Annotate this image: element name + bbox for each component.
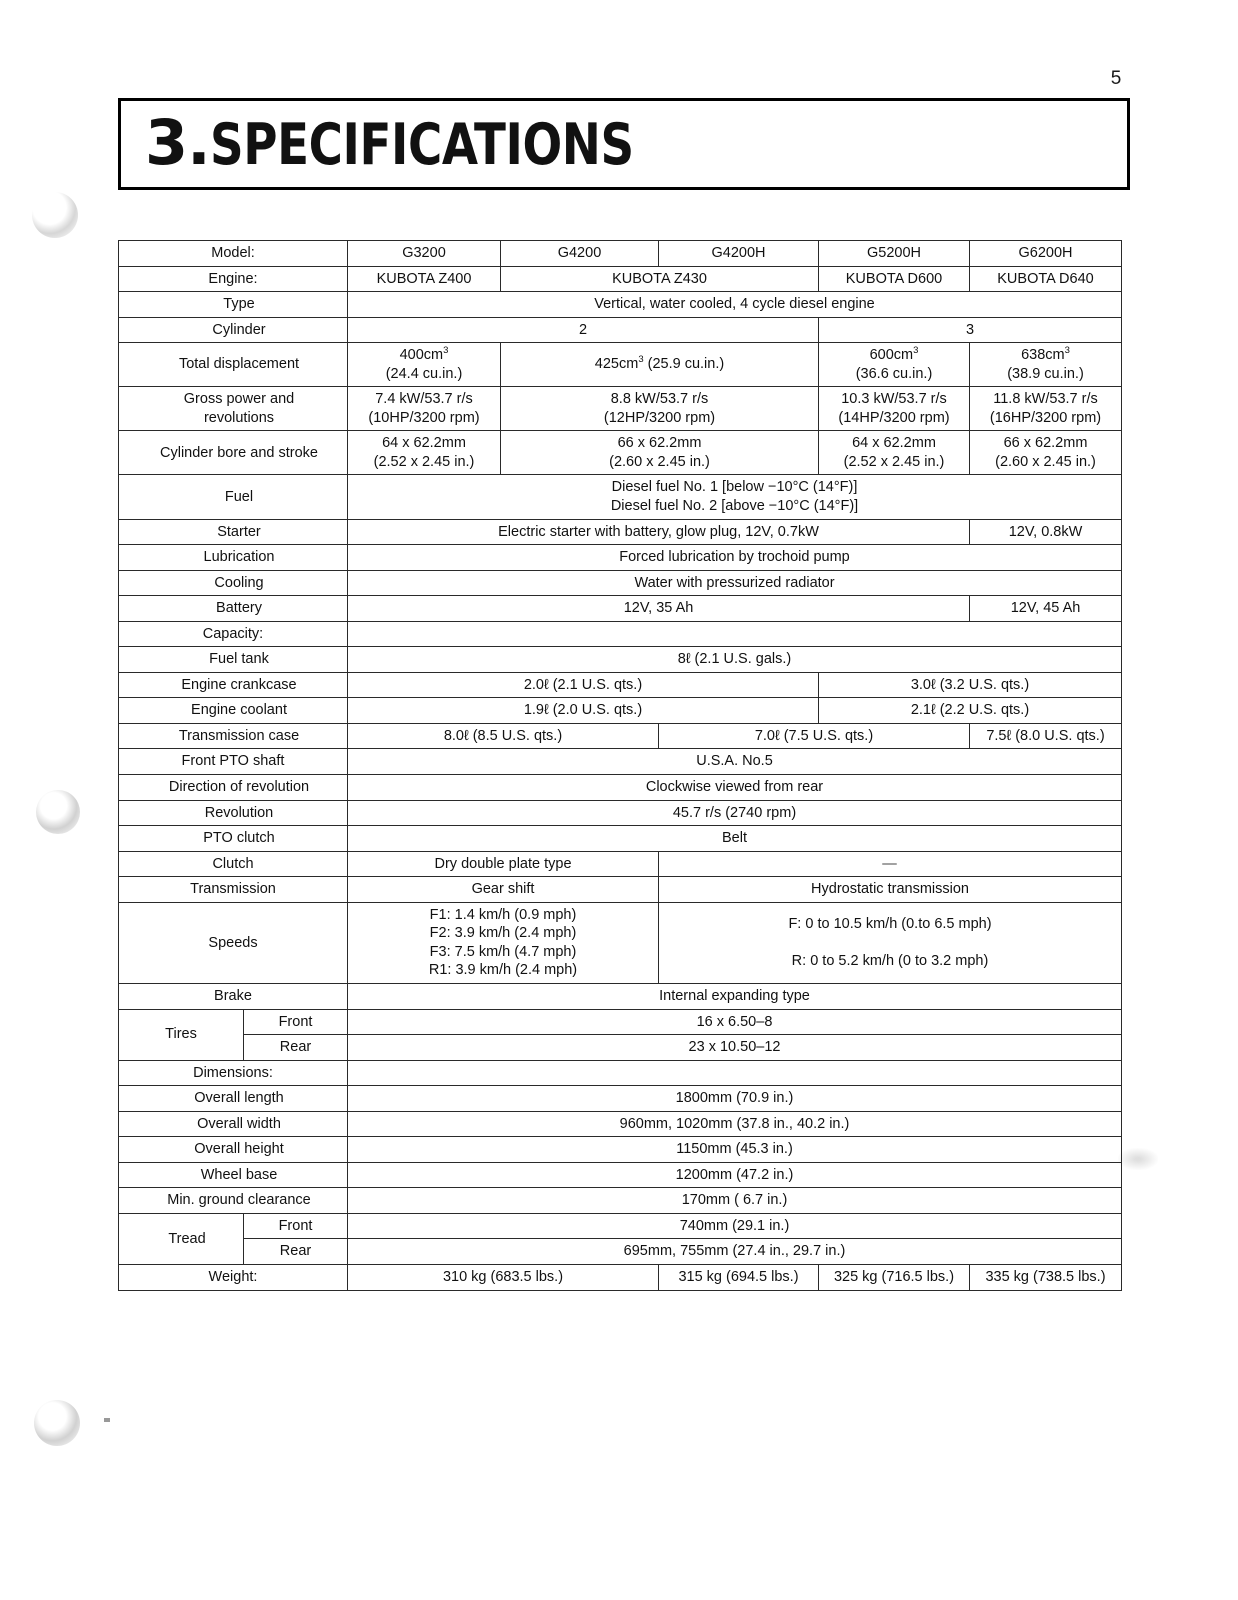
scan-speck — [104, 1418, 110, 1422]
table-cell: 335 kg (738.5 lbs.) — [970, 1264, 1122, 1290]
table-row — [119, 431, 1122, 475]
table-cell: KUBOTA Z430 — [501, 266, 819, 292]
row-sublabel: Front — [244, 1213, 348, 1239]
table-row — [119, 1213, 1122, 1239]
table-row — [119, 343, 1122, 387]
row-label: Transmission — [119, 877, 348, 903]
row-label: Model: — [119, 241, 348, 267]
row-label: Min. ground clearance — [119, 1188, 348, 1214]
table-cell: G5200H — [819, 241, 970, 267]
hole-punch-mark-middle — [36, 790, 80, 834]
row-label: Revolution — [119, 800, 348, 826]
row-label: Lubrication — [119, 545, 348, 571]
row-label: Starter — [119, 519, 348, 545]
page-title — [145, 105, 726, 179]
table-cell: 11.8 kW/53.7 r/s (16HP/3200 rpm) — [970, 387, 1122, 431]
table-cell: 12V, 35 Ah — [348, 596, 970, 622]
table-cell: $638cm^3$ (38.9 cu.in.) — [970, 343, 1122, 387]
table-row — [119, 1264, 1122, 1290]
table-row — [119, 266, 1122, 292]
table-row — [119, 877, 1122, 903]
table-cell: 960mm, 1020mm (37.8 in., 40.2 in.) — [348, 1111, 1122, 1137]
table-row — [119, 1137, 1122, 1163]
table-cell: 740mm (29.1 in.) — [348, 1213, 1122, 1239]
row-label: Overall height — [119, 1137, 348, 1163]
table-cell: $400cm^3$ (24.4 cu.in.) — [348, 343, 501, 387]
row-label: Tread — [119, 1213, 244, 1264]
table-cell: KUBOTA Z400 — [348, 266, 501, 292]
table-row — [119, 1162, 1122, 1188]
table-row — [119, 1188, 1122, 1214]
table-cell: 1.9ℓ (2.0 U.S. qts.) — [348, 698, 819, 724]
table-cell: G4200 — [501, 241, 659, 267]
table-cell: Diesel fuel No. 1 [below −10°C (14°F)] Diesel fuel No. 2 [above −10°C (14°F)] — [348, 475, 1122, 519]
table-cell: U.S.A. No.5 — [348, 749, 1122, 775]
table-cell: 45.7 r/s (2740 rpm) — [348, 800, 1122, 826]
table-row — [119, 983, 1122, 1009]
table-row — [119, 621, 1122, 647]
table-cell: 2.0ℓ (2.1 U.S. qts.) — [348, 672, 819, 698]
table-cell: G3200 — [348, 241, 501, 267]
table-cell: 2.1ℓ (2.2 U.S. qts.) — [819, 698, 1122, 724]
table-row — [119, 545, 1122, 571]
row-label: Dimensions: — [119, 1060, 348, 1086]
table-row — [119, 292, 1122, 318]
table-cell: 1800mm (70.9 in.) — [348, 1086, 1122, 1112]
table-row — [119, 698, 1122, 724]
table-cell: 1150mm (45.3 in.) — [348, 1137, 1122, 1163]
table-cell: 315 kg (694.5 lbs.) — [659, 1264, 819, 1290]
table-cell: Hydrostatic transmission — [659, 877, 1122, 903]
table-cell: Water with pressurized radiator — [348, 570, 1122, 596]
row-label: Wheel base — [119, 1162, 348, 1188]
row-label: Engine: — [119, 266, 348, 292]
table-row — [119, 902, 1122, 983]
section-title-text: SPECIFICATIONS — [209, 111, 634, 178]
table-row — [119, 519, 1122, 545]
table-cell: 8.0ℓ (8.5 U.S. qts.) — [348, 723, 659, 749]
row-label: Cylinder — [119, 317, 348, 343]
table-cell: 695mm, 755mm (27.4 in., 29.7 in.) — [348, 1239, 1122, 1265]
table-cell: 64 x 62.2mm (2.52 x 2.45 in.) — [819, 431, 970, 475]
row-label: Fuel tank — [119, 647, 348, 673]
table-row — [119, 596, 1122, 622]
table-cell — [348, 621, 1122, 647]
row-label: Cooling — [119, 570, 348, 596]
table-row — [119, 647, 1122, 673]
row-label: PTO clutch — [119, 826, 348, 852]
table-cell: 8ℓ (2.1 U.S. gals.) — [348, 647, 1122, 673]
table-cell: 12V, 45 Ah — [970, 596, 1122, 622]
table-cell: 7.4 kW/53.7 r/s (10HP/3200 rpm) — [348, 387, 501, 431]
table-cell: G4200H — [659, 241, 819, 267]
row-label: Clutch — [119, 851, 348, 877]
table-cell: 10.3 kW/53.7 r/s (14HP/3200 rpm) — [819, 387, 970, 431]
row-label: Type — [119, 292, 348, 318]
table-cell: 23 x 10.50–12 — [348, 1035, 1122, 1061]
table-cell: Dry double plate type — [348, 851, 659, 877]
table-cell: 7.5ℓ (8.0 U.S. qts.) — [970, 723, 1122, 749]
table-cell: F1: 1.4 km/h (0.9 mph) F2: 3.9 km/h (2.4 mph) F3: 7.5 km/h (4.7 mph) R1: 3.9 km/h (2.4 mph) — [348, 902, 659, 983]
specifications-table-body — [119, 241, 1122, 1291]
table-row — [119, 1009, 1122, 1035]
row-sublabel: Rear — [244, 1239, 348, 1265]
table-cell: KUBOTA D600 — [819, 266, 970, 292]
table-cell: $425cm^3$ (25.9 cu.in.) — [501, 343, 819, 387]
table-cell: 2 — [348, 317, 819, 343]
table-cell: Forced lubrication by trochoid pump — [348, 545, 1122, 571]
row-label: Transmission case — [119, 723, 348, 749]
table-row — [119, 826, 1122, 852]
row-label: Cylinder bore and stroke — [119, 431, 348, 475]
section-number: 3. — [145, 105, 210, 179]
row-label: Tires — [119, 1009, 244, 1060]
table-row — [119, 475, 1122, 519]
row-sublabel: Rear — [244, 1035, 348, 1061]
row-sublabel: Front — [244, 1009, 348, 1035]
table-cell: 7.0ℓ (7.5 U.S. qts.) — [659, 723, 970, 749]
row-label: Front PTO shaft — [119, 749, 348, 775]
row-label: Overall width — [119, 1111, 348, 1137]
row-label: Total displacement — [119, 343, 348, 387]
row-label: Capacity: — [119, 621, 348, 647]
table-cell: 3 — [819, 317, 1122, 343]
table-cell: 12V, 0.8kW — [970, 519, 1122, 545]
row-label: Engine coolant — [119, 698, 348, 724]
row-label: Brake — [119, 983, 348, 1009]
table-row — [119, 1060, 1122, 1086]
table-cell — [348, 1060, 1122, 1086]
table-cell: G6200H — [970, 241, 1122, 267]
table-row — [119, 672, 1122, 698]
table-cell: KUBOTA D640 — [970, 266, 1122, 292]
table-row — [119, 775, 1122, 801]
table-row — [119, 1111, 1122, 1137]
specifications-table-container — [118, 240, 1121, 1291]
section-title-banner — [118, 98, 1130, 190]
row-label: Gross power and revolutions — [119, 387, 348, 431]
table-cell: Belt — [348, 826, 1122, 852]
table-cell: Gear shift — [348, 877, 659, 903]
table-row — [119, 241, 1122, 267]
table-cell: 310 kg (683.5 lbs.) — [348, 1264, 659, 1290]
table-row — [119, 317, 1122, 343]
page-number: 5 — [1110, 68, 1122, 89]
table-row — [119, 1239, 1122, 1265]
table-row — [119, 851, 1122, 877]
table-cell: — — [659, 851, 1122, 877]
table-row — [119, 723, 1122, 749]
table-cell: $600cm^3$ (36.6 cu.in.) — [819, 343, 970, 387]
specifications-table — [118, 240, 1122, 1291]
row-label: Speeds — [119, 902, 348, 983]
table-cell: 3.0ℓ (3.2 U.S. qts.) — [819, 672, 1122, 698]
table-cell: 16 x 6.50–8 — [348, 1009, 1122, 1035]
table-row — [119, 800, 1122, 826]
scan-smudge — [1118, 1148, 1158, 1170]
table-row — [119, 1035, 1122, 1061]
table-cell: Electric starter with battery, glow plug, 12V, 0.7kW — [348, 519, 970, 545]
table-cell: 64 x 62.2mm (2.52 x 2.45 in.) — [348, 431, 501, 475]
table-cell: 1200mm (47.2 in.) — [348, 1162, 1122, 1188]
table-cell: Internal expanding type — [348, 983, 1122, 1009]
table-cell: 170mm ( 6.7 in.) — [348, 1188, 1122, 1214]
table-row — [119, 1086, 1122, 1112]
table-row — [119, 387, 1122, 431]
row-label: Fuel — [119, 475, 348, 519]
table-cell: F: 0 to 10.5 km/h (0.to 6.5 mph) R: 0 to 5.2 km/h (0 to 3.2 mph) — [659, 902, 1122, 983]
row-label: Direction of revolution — [119, 775, 348, 801]
table-cell: 8.8 kW/53.7 r/s (12HP/3200 rpm) — [501, 387, 819, 431]
table-row — [119, 570, 1122, 596]
hole-punch-mark-bottom — [34, 1400, 80, 1446]
row-label: Battery — [119, 596, 348, 622]
table-cell: 325 kg (716.5 lbs.) — [819, 1264, 970, 1290]
table-cell: Clockwise viewed from rear — [348, 775, 1122, 801]
row-label: Overall length — [119, 1086, 348, 1112]
table-cell: Vertical, water cooled, 4 cycle diesel engine — [348, 292, 1122, 318]
table-cell: 66 x 62.2mm (2.60 x 2.45 in.) — [501, 431, 819, 475]
table-cell: 66 x 62.2mm (2.60 x 2.45 in.) — [970, 431, 1122, 475]
row-label: Engine crankcase — [119, 672, 348, 698]
row-label: Weight: — [119, 1264, 348, 1290]
hole-punch-mark-top — [32, 192, 78, 238]
table-row — [119, 749, 1122, 775]
